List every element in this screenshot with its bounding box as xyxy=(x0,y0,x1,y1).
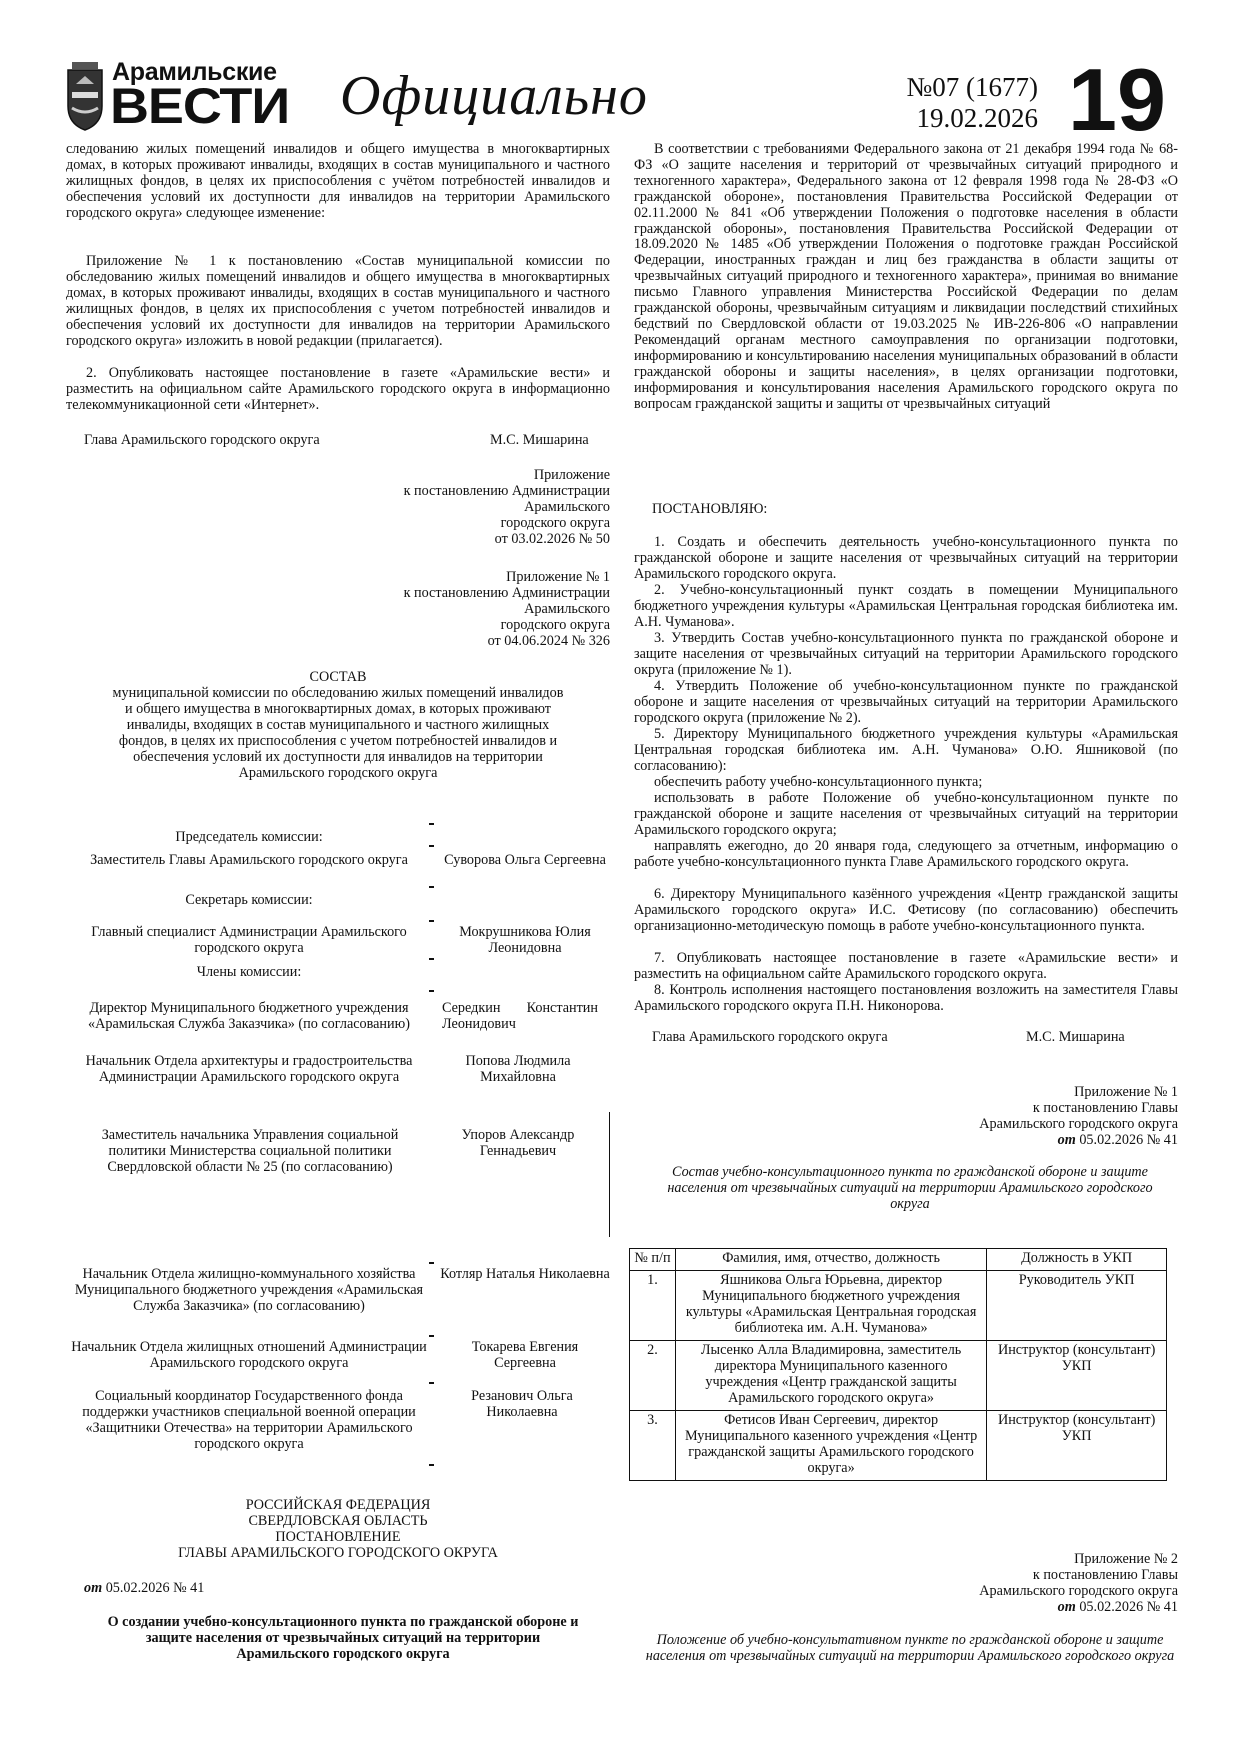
issue-number: №07 (1677) xyxy=(906,72,1038,102)
table-row xyxy=(630,1410,1167,1480)
decree-title: О создании учебно-консультационного пункта по гражданской обороне и защите населения от чрезвычайных ситуаций на территории Арамильского городского округа xyxy=(107,1614,579,1662)
member-4-name: Котляр Наталья Николаевна xyxy=(440,1266,610,1282)
secretary-name: Мокрушникова Юлия Леонидовна xyxy=(459,924,591,956)
table-cell: Лысенко Алла Владимировна, заместитель директора Муниципального казенного учреждения «Центр гражданской защиты Арамильского городского округа» xyxy=(675,1340,986,1410)
separator-dash xyxy=(429,823,434,825)
separator-dash xyxy=(429,1464,434,1466)
left-para-2: Приложение № 1 к постановлению «Состав муниципальной комиссии по обследованию жилых помещений инвалидов и общего имущества в многоквартирных домах, в которых проживают инвалиды, входящих в состав муниципального и частного жилищных фондов, в целях их приспособления с учетом потребностей инвалидов и обеспечения условий их доступности для инвалидов на территории Арамильского городского округа» изложить в новой редакции (прилагается). xyxy=(66,253,610,349)
item-5a: обеспечить работу учебно-консультационного пункта; xyxy=(654,774,983,790)
left-para-1: следованию жилых помещений инвалидов и общего имущества в многоквартирных домах, в которых проживают инвалиды, входящих в состав муниципального и частного жилищных фондов, в целях их приспособления с учётом потребностей инвалидов и обеспечения условий их доступности для инвалидов на территории Арамильского городского округа» следующее изменение: xyxy=(66,141,610,221)
item-2: 2. Учебно-консультационный пункт создать в помещении Муниципального бюджетного учреждения культуры «Арамильская Центральная городская библиотека им. А.Н. Чуманова». xyxy=(634,582,1178,630)
postanovlyau: ПОСТАНОВЛЯЮ: xyxy=(652,501,768,517)
left-para-3: 2. Опубликовать настоящее постановление в газете «Арамильские вести» и разместить на официальном сайте Арамильского городского округа в информационно телекоммуникационной сети «Интернет». xyxy=(66,365,610,413)
table-cell: 1. xyxy=(630,1270,676,1340)
item-7: 7. Опубликовать настоящее постановление в газете «Арамильские вести» и разместить на официальном сайте Арамильского городского округа. xyxy=(634,950,1178,982)
chair-name: Суворова Ольга Сергеевна xyxy=(444,852,606,868)
item-6: 6. Директору Муниципального казённого учреждения «Центр гражданской защиты Арамильского городского округа» И.С. Фетисову (по согласованию) обеспечить организационно-методическую помощь в работе учебно-консультационного пункта. xyxy=(634,886,1178,934)
sostav-title: СОСТАВ xyxy=(309,669,367,685)
item-5c: направлять ежегодно, до 20 января года, следующего за отчетным, информацию о работе учебно-консультационного пункта Главе Арамильского городского округа. xyxy=(634,838,1178,870)
table-cell: 2. xyxy=(630,1340,676,1410)
secretary-label: Секретарь комиссии: xyxy=(185,892,313,908)
logo-main-text: ВЕСТИ xyxy=(110,78,290,134)
issue-info xyxy=(868,72,1038,134)
coat-of-arms-icon xyxy=(66,62,104,132)
member-5-position: Начальник Отдела жилищных отношений Администрации Арамильского городского округа xyxy=(71,1339,427,1371)
chair-label: Председатель комиссии: xyxy=(175,829,323,845)
vertical-rule xyxy=(609,1112,610,1237)
table-cell: Инструктор (консультант) УКП xyxy=(987,1410,1167,1480)
left-sign-name: М.С. Мишарина xyxy=(490,432,589,448)
item-5: 5. Директору Муниципального бюджетного учреждения культуры «Арамильская Центральная городская библиотека им. А.Н. Чуманова» О.Ю. Яшниковой (по согласованию): xyxy=(634,726,1178,774)
issue-date: 19.02.2026 xyxy=(916,103,1038,133)
right-annex-1: Приложение № 1 к постановлению Главы Арамильского городского округа от 05.02.2026 № 41 xyxy=(979,1084,1178,1148)
table-row xyxy=(630,1270,1167,1340)
separator-dash xyxy=(429,958,434,960)
member-1-position: Директор Муниципального бюджетного учреждения «Арамильская Служба Заказчика» (по согласованию) xyxy=(88,1000,410,1032)
table-cell: Инструктор (консультант) УКП xyxy=(987,1340,1167,1410)
separator-dash xyxy=(429,1382,434,1384)
chair-position: Заместитель Главы Арамильского городского округа xyxy=(90,852,408,868)
page-number: 19 xyxy=(1068,50,1166,149)
polozhenie-title: Положение об учебно-консультативном пункте по гражданской обороне и защите населения от чрезвычайных ситуаций на территории Арамильского городского округа xyxy=(645,1632,1175,1664)
table-header-row xyxy=(630,1249,1167,1271)
member-3-position: Заместитель начальника Управления социальной политики Министерства социальной политики Свердловской области № 25 (по согласованию) xyxy=(101,1127,399,1175)
table-header: Фамилия, имя, отчество, должность xyxy=(675,1249,986,1271)
decree-header: РОССИЙСКАЯ ФЕДЕРАЦИЯ СВЕРДЛОВСКАЯ ОБЛАСТЬ ПОСТАНОВЛЕНИЕ ГЛАВЫ АРАМИЛЬСКОГО ГОРОДСКОГО ОКРУГА xyxy=(178,1497,498,1561)
item-5b: использовать в работе Положение об учебно-консультационном пункте по гражданской обороне и защите населения от чрезвычайных ситуаций на территории Арамильского городского округа; xyxy=(634,790,1178,838)
left-annex-1: Приложение к постановлению Администрации Арамильского городского округа от 03.02.2026 № 50 xyxy=(403,467,610,547)
member-1-name: Середкин Константин Леонидович xyxy=(442,1000,598,1032)
separator-dash xyxy=(429,1335,434,1337)
item-8: 8. Контроль исполнения настоящего постановления возложить на заместителя Главы Арамильского городского округа П.Н. Никонорова. xyxy=(634,982,1178,1014)
secretary-position: Главный специалист Администрации Арамильского городского округа xyxy=(91,924,407,956)
separator-dash xyxy=(429,1262,434,1264)
left-sign-title: Глава Арамильского городского округа xyxy=(84,432,320,448)
member-6-position: Социальный координатор Государственного фонда поддержки участников специальной военной операции «Защитники Отечества» на территории Арамильского городского округа xyxy=(82,1388,416,1452)
table-cell: 3. xyxy=(630,1410,676,1480)
table-row xyxy=(630,1340,1167,1410)
member-5-name: Токарева Евгения Сергеевна xyxy=(471,1339,579,1371)
separator-dash xyxy=(429,990,434,992)
ukp-composition-title: Состав учебно-консультационного пункта по гражданской обороне и защите населения от чрезвычайных ситуаций на территории Арамильского городского округа xyxy=(667,1164,1153,1212)
left-annex-2: Приложение № 1 к постановлению Администрации Арамильского городского округа от 04.06.2024 № 326 xyxy=(403,569,610,649)
sostav-subtitle: муниципальной комиссии по обследованию жилых помещений инвалидов и общего имущества в многоквартирных домах, в которых проживают инвалиды, входящих в состав муниципального и частного жилищных фондов, в целях их приспособления с учетом потребностей инвалидов и обеспечения условий их доступности для инвалидов на территории Арамильского городского округа xyxy=(112,685,564,781)
member-4-position: Начальник Отдела жилищно-коммунального хозяйства Муниципального бюджетного учреждения «Арамильская Служба Заказчика» (по согласованию) xyxy=(74,1266,424,1314)
logo-top-text: Арамильские xyxy=(112,58,277,86)
table-cell: Фетисов Иван Сергеевич, директор Муниципального казенного учреждения «Центр гражданской защиты Арамильского городского округа» xyxy=(675,1410,986,1480)
section-title: Официально xyxy=(340,65,648,127)
member-2-position: Начальник Отдела архитектуры и градостроительства Администрации Арамильского городского округа xyxy=(85,1053,413,1085)
item-4: 4. Утвердить Положение об учебно-консультационном пункте по гражданской обороне и защите населения от чрезвычайных ситуаций на территории Арамильского городского округа (приложение № 2). xyxy=(634,678,1178,726)
member-3-name: Упоров Александр Геннадьевич xyxy=(461,1127,575,1159)
members-label: Члены комиссии: xyxy=(196,964,302,980)
table-header: № п/п xyxy=(630,1249,676,1271)
separator-dash xyxy=(429,920,434,922)
separator-dash xyxy=(429,845,434,847)
decree-date: от 05.02.2026 № 41 xyxy=(84,1580,205,1596)
table-cell: Руководитель УКП xyxy=(987,1270,1167,1340)
table-header: Должность в УКП xyxy=(987,1249,1167,1271)
item-1: 1. Создать и обеспечить деятельность учебно-консультационного пункта по гражданской обороне и защите населения от чрезвычайных ситуаций на территории Арамильского городского округа. xyxy=(634,534,1178,582)
table-cell: Яшникова Ольга Юрьевна, директор Муниципального бюджетного учреждения культуры «Арамильская Центральная городская библиотека им. А.Н. Чуманова» xyxy=(675,1270,986,1340)
right-preamble: В соответствии с требованиями Федерального закона от 21 декабря 1994 года № 68-ФЗ «О защите населения и территорий от чрезвычайных ситуаций природного и техногенного характера», Федерального закона от 12 февраля 1998 года № 28-ФЗ «О гражданской обороне», постановления Правительства Российской Федерации от 02.11.2000 № 841 «Об утверждении Положения о подготовке населения в области гражданской обороны», постановления Правительства Российской Федерации от 18.09.2020 № 1485 «Об утверждении Положения о подготовке граждан Российской Федерации, иностранных граждан и лиц без гражданства в области защиты от чрезвычайных ситуаций природного и техногенного характера», принимая во внимание письмо Главного управления Министерства Российской Федерации по делам гражданской обороны, чрезвычайным ситуациям и ликвидации последствий стихийных бедствий по Свердловской области от 19.03.2025 № ИВ-226-806 «О направлении Рекомендаций органам местного самоуправления по организации подготовки, информированию и консультированию населения муниципальных образований в области гражданской обороны и защиты населения», в целях организации подготовки, информирования и консультирования населения Арамильского городского округа по вопросам гражданской защиты и защиты от чрезвычайных ситуаций xyxy=(634,141,1178,412)
member-2-name: Попова Людмила Михайловна xyxy=(465,1053,571,1085)
ukp-table xyxy=(629,1248,1167,1481)
right-sign-title: Глава Арамильского городского округа xyxy=(652,1029,888,1045)
right-sign-name: М.С. Мишарина xyxy=(1026,1029,1125,1045)
member-6-name: Резанович Ольга Николаевна xyxy=(471,1388,573,1420)
separator-dash xyxy=(429,886,434,888)
item-3: 3. Утвердить Состав учебно-консультационного пункта по гражданской обороне и защите населения от чрезвычайных ситуаций на территории Арамильского городского округа (приложение № 1). xyxy=(634,630,1178,678)
right-annex-2: Приложение № 2 к постановлению Главы Арамильского городского округа от 05.02.2026 № 41 xyxy=(979,1551,1178,1615)
